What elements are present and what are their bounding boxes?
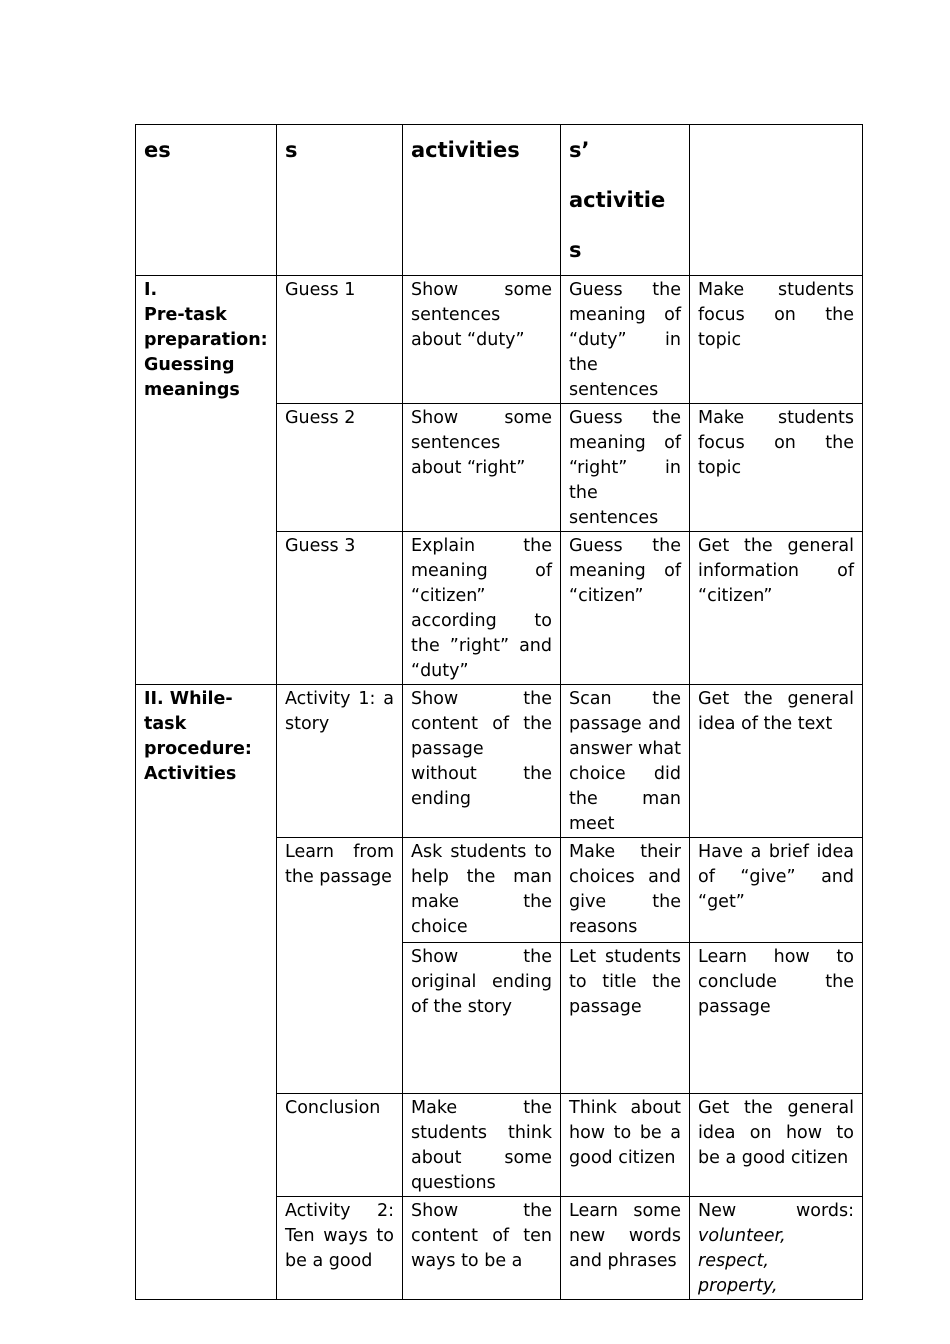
header-teacher-activities: [403, 125, 561, 276]
student-activity-cell: Learn some new words and phrases: [561, 1197, 690, 1300]
header-stages: [136, 125, 277, 276]
table-row: [136, 276, 863, 404]
purpose-cell: [690, 1197, 863, 1300]
teacher-activity-cell: Ask students to help the man make the choice: [403, 838, 561, 943]
student-activity-cell: Let students to title the passage: [561, 943, 690, 1094]
header-student-line2: activitie: [569, 188, 666, 212]
teacher-activity-cell: Explain the meaning of “citizen” according to the ”right” and “duty”: [403, 532, 561, 685]
purpose-cell: Get the general information of “citizen”: [690, 532, 863, 685]
lesson-plan-table: [135, 124, 863, 1300]
header-student-activities: [561, 125, 690, 276]
student-activity-cell: Guess the meaning of “duty” in the sentences: [561, 276, 690, 404]
step-cell: Guess 1: [277, 276, 403, 404]
step-cell: Guess 2: [277, 404, 403, 532]
header-teacher-activities-text: activities: [411, 138, 520, 162]
header-purposes: [690, 125, 863, 276]
student-activity-cell: Guess the meaning of “right” in the sentences: [561, 404, 690, 532]
stage-1-title-part1: Pre-task preparatio: [144, 305, 249, 350]
header-steps-text: s: [285, 138, 298, 162]
student-activity-cell: Make their choices and give the reasons: [561, 838, 690, 943]
stage-1-title-part2: n:: [248, 330, 268, 350]
step-cell: Activity 1: a story: [277, 685, 403, 838]
step-cell: Guess 3: [277, 532, 403, 685]
teacher-activity-cell: Show the content of ten ways to be a: [403, 1197, 561, 1300]
student-activity-cell: Think about how to be a good citizen: [561, 1094, 690, 1197]
step-cell: Activity 2: Ten ways to be a good: [277, 1197, 403, 1300]
step-cell: Learn from the passage: [277, 838, 403, 1094]
purpose-cell: Make students focus on the topic: [690, 404, 863, 532]
stage-2-cell: II. While-task procedure: Activities: [136, 685, 277, 1300]
new-words-label: New words:: [698, 1201, 854, 1221]
teacher-activity-cell: Show some sentences about “duty”: [403, 276, 561, 404]
header-student-line1: s’: [569, 138, 590, 162]
teacher-activity-cell: Show the content of the passage without the ending: [403, 685, 561, 838]
student-activity-cell: Guess the meaning of “citizen”: [561, 532, 690, 685]
student-activity-cell: Scan the passage and answer what choice did the man meet: [561, 685, 690, 838]
header-student-line3: s: [569, 238, 582, 262]
purpose-cell: Have a brief idea of “give” and “get”: [690, 838, 863, 943]
stage-1-title-smallcap: G: [144, 355, 159, 375]
teacher-activity-cell: Show some sentences about “right”: [403, 404, 561, 532]
purpose-cell: Learn how to conclude the passage: [690, 943, 863, 1094]
purpose-cell: Get the general idea on how to be a good citizen: [690, 1094, 863, 1197]
stage-1-cell: [136, 276, 277, 685]
new-words-list: volunteer, respect, property,: [698, 1226, 786, 1296]
step-cell: Conclusion: [277, 1094, 403, 1197]
header-row: [136, 125, 863, 276]
table-row: [136, 685, 863, 838]
teacher-activity-cell: Show the original ending of the story: [403, 943, 561, 1094]
header-steps: [277, 125, 403, 276]
stage-1-title-part3: uessing meanings: [144, 355, 240, 400]
purpose-cell: Make students focus on the topic: [690, 276, 863, 404]
purpose-cell: Get the general idea of the text: [690, 685, 863, 838]
header-stages-text: es: [144, 138, 171, 162]
teacher-activity-cell: Make the students think about some questions: [403, 1094, 561, 1197]
stage-1-number: I.: [144, 280, 158, 300]
